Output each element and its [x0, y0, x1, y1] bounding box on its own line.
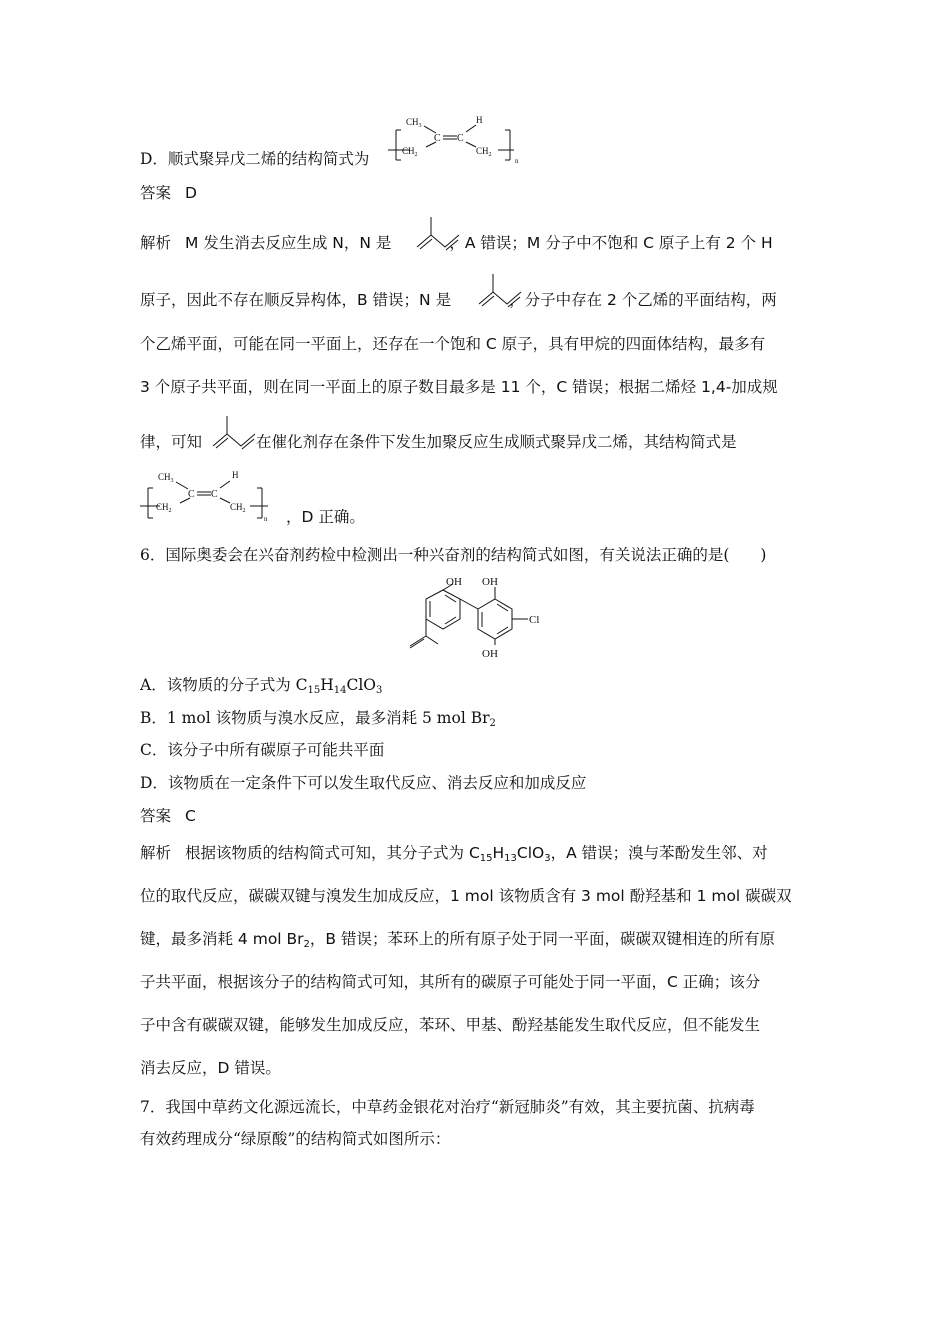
svg-text:CH3: $CH_3$	[158, 472, 174, 484]
f1-ch2-right: CH	[476, 146, 489, 156]
oh-right-top: OH	[482, 576, 498, 588]
svg-text:CH2: $CH_2$	[402, 146, 418, 158]
answer-value: D	[185, 184, 197, 202]
svg-text:CH2: $CH_2$	[476, 146, 492, 158]
answer-label: 答案	[140, 807, 172, 825]
f1-c2: C	[457, 133, 464, 144]
f2-c1: C	[188, 489, 195, 500]
q6-option-c: C．该分子中所有碳原子可能共平面	[140, 741, 385, 759]
f1-ch3: CH	[406, 117, 419, 127]
oh-right-bottom: OH	[482, 648, 498, 660]
q5-analysis-line-3: 个乙烯平面，可能在同一平面上，还存在一个饱和 C 原子，具有甲烷的四面体结构，最多有	[140, 335, 766, 353]
f1-c1: C	[434, 133, 441, 144]
f2-c2: C	[211, 489, 218, 500]
q6-analysis-line-5: 子中含有碳碳双键，能够发生加成反应，苯环、甲基、酚羟基能发生取代反应，但不能发生	[140, 1016, 761, 1034]
isoprene-structure-2	[477, 270, 537, 314]
q6-structure	[398, 572, 558, 662]
q5-analysis-line-1: 解析 M 发生消去反应生成 N，N 是 ，A 错误；M 分子中不饱和 C 原子上有 2 个 H	[140, 234, 773, 252]
svg-text:CH3: $CH_3$	[406, 117, 422, 129]
f2-ch2-right: CH	[230, 502, 243, 512]
f2-ch2-left: CH	[156, 502, 169, 512]
q6-analysis-line-6: 消去反应，D 错误。	[140, 1059, 281, 1077]
f2-ch3: CH	[158, 472, 171, 482]
q6-option-b: B．1 mol 该物质与溴水反应，最多消耗 5 mol $Br_2$	[140, 709, 496, 729]
q6-option-a: A．该物质的分子式为 $C_{15}H_{14}ClO_3$	[140, 676, 383, 696]
isoprene-structure-1	[415, 213, 475, 257]
oh-left: OH	[446, 576, 462, 588]
answer-value: C	[185, 807, 196, 825]
polymer-formula-analysis	[140, 466, 280, 522]
q5-analysis-line-6: ，D 正确。	[286, 508, 365, 526]
f2-n: n	[264, 515, 268, 523]
analysis-label: 解析	[140, 844, 172, 862]
q5-analysis-line-4: 3 个原子共平面，则在同一平面上的原子数目最多是 11 个，C 错误；根据二烯烃 1,4-加成规	[140, 378, 778, 396]
q6-stem: 6．国际奥委会在兴奋剂药检中检测出一种兴奋剂的结构简式如图，有关说法正确的是( )	[140, 546, 767, 564]
q5-option-d	[140, 148, 369, 170]
q5-option-d-text: D．顺式聚异戊二烯的结构简式为	[140, 150, 370, 168]
isoprene-structure-3	[211, 412, 271, 456]
q7-line-1: 7．我国中草药文化源远流长，中草药金银花对治疗“新冠肺炎”有效，其主要抗菌、抗病毒	[140, 1098, 755, 1116]
svg-text:CH2: $CH_2$	[156, 502, 172, 514]
f1-n: n	[515, 157, 519, 165]
q6-option-d: D．该物质在一定条件下可以发生取代反应、消去反应和加成反应	[140, 774, 587, 792]
polymer-formula-top	[386, 114, 526, 164]
q6-analysis-line-4: 子共平面，根据该分子的结构简式可知，其所有的碳原子可能处于同一平面，C 正确；该分	[140, 973, 761, 991]
cl-label: Cl	[529, 614, 540, 626]
answer-label: 答案	[140, 184, 172, 202]
analysis-label: 解析	[140, 234, 172, 252]
q5-analysis-line-2: 原子，因此不存在顺反异构体，B 错误；N 是 ，分子中存在 2 个乙烯的平面结构，两	[140, 291, 777, 309]
q6-analysis-line-1: 解析 根据该物质的结构简式可知，其分子式为 $C_{15}H_{13}ClO_3$，A 错误；溴与苯酚发生邻、对	[140, 844, 768, 864]
f1-ch2-left: CH	[402, 146, 415, 156]
svg-text:CH2: $CH_2$	[230, 502, 246, 514]
f2-h: H	[232, 470, 239, 480]
q6-analysis-line-3: 键，最多消耗 4 mol $Br_2$，B 错误；苯环上的所有原子处于同一平面，碳碳双键相连的所有原	[140, 930, 775, 950]
q6-analysis-line-2: 位的取代反应，碳碳双键与溴发生加成反应，1 mol 该物质含有 3 mol 酚羟基和 1 mol 碳碳双	[140, 887, 792, 905]
q5-analysis-line-5: 律，可知 在催化剂存在条件下发生加聚反应生成顺式聚异戊二烯，其结构简式是	[140, 433, 737, 451]
f1-h: H	[476, 115, 483, 125]
q6-answer	[140, 805, 196, 827]
q7-line-2: 有效药理成分“绿原酸”的结构简式如图所示：	[140, 1130, 451, 1148]
q5-answer	[140, 182, 197, 204]
